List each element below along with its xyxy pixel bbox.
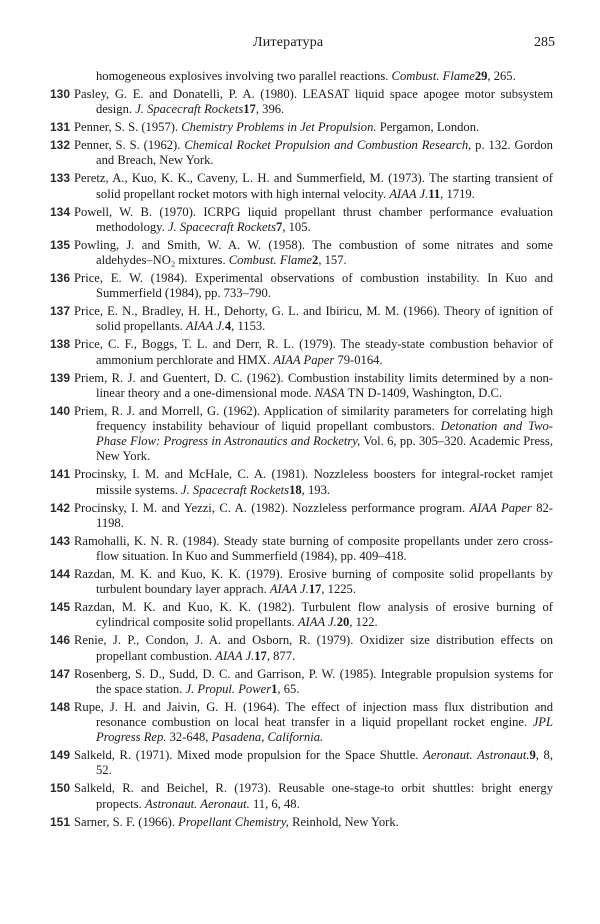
reference-after: 82-1198. xyxy=(96,500,553,530)
reference-volume: 2 xyxy=(312,253,319,268)
reference-after: p. 132. Gordon and Breach, New York. xyxy=(96,138,553,168)
reference-number: 131 xyxy=(50,120,71,135)
reference-text xyxy=(74,815,553,830)
reference-after: , 877. xyxy=(266,648,296,663)
reference-journal: Propellant Chemistry, xyxy=(178,814,289,829)
reference-journal: AIAA J. xyxy=(297,615,337,630)
reference-text xyxy=(74,69,553,84)
reference-volume: 20 xyxy=(336,615,350,630)
reference-journal: J. Propul. Power xyxy=(185,681,272,696)
reference-text xyxy=(74,238,553,268)
reference-journal: NASA xyxy=(314,385,345,400)
reference-number: 145 xyxy=(50,600,71,615)
reference-text xyxy=(74,567,553,597)
reference-text xyxy=(74,87,553,117)
reference-text xyxy=(74,371,553,401)
reference-after: 32-648, xyxy=(166,730,212,745)
reference-volume: 18 xyxy=(289,482,302,497)
reference-entry xyxy=(50,404,553,465)
reference-entry xyxy=(50,700,553,746)
reference-journal: Chemistry Problems in Jet Propulsion. xyxy=(181,120,377,135)
reference-before: Price, E. N., Bradley, H. H., Dehorty, G. L. and Ibiricu, M. M. (1966). Theory of ignition of solid propellants. xyxy=(74,304,553,334)
reference-journal: Aeronaut. Astronaut. xyxy=(423,748,530,763)
reference-after: , 8, 52. xyxy=(96,748,553,778)
reference-before: Penner, S. S. (1962). xyxy=(74,138,185,153)
running-title: Литература xyxy=(253,35,324,50)
reference-journal: Astronaut. Aeronaut. xyxy=(144,796,250,811)
reference-entry xyxy=(50,271,553,301)
reference-volume: 9 xyxy=(529,748,536,763)
reference-before: Razdan, M. K. and Kuo, K. K. (1982). Turbulent flow analysis of erosive burning of cylindrical composite solid propellants. xyxy=(74,600,553,630)
reference-before: Procinsky, I. M. and Yezzi, C. A. (1982). Nozzleless performance program. xyxy=(74,500,470,515)
reference-journal: AIAA J. xyxy=(215,648,255,663)
reference-journal2: Pasadena, California. xyxy=(211,730,324,745)
reference-number: 147 xyxy=(50,666,71,681)
reference-volume: 17 xyxy=(243,102,256,117)
reference-entry xyxy=(50,87,553,117)
reference-text xyxy=(74,404,553,465)
reference-number: 140 xyxy=(50,403,71,418)
reference-entry xyxy=(50,467,553,497)
reference-volume: 1 xyxy=(271,681,278,696)
reference-journal: J. Spacecraft Rockets xyxy=(167,219,277,234)
reference-before: Price, E. W. (1984). Experimental observations of combustion instability. In Kuo and Summerfield (1984), pp. 733–790. xyxy=(74,271,553,301)
reference-journal: AIAA J. xyxy=(389,186,429,201)
reference-after: , 105. xyxy=(282,219,311,234)
reference-text xyxy=(74,467,553,497)
reference-after: , 65. xyxy=(277,681,300,696)
reference-text xyxy=(74,633,553,663)
reference-before: Salkeld, R. and Beichel, R. (1973). Reusable one-stage-to orbit shuttles: bright energy propects. xyxy=(74,781,553,811)
reference-journal: AIAA Paper xyxy=(273,352,335,367)
reference-volume: 11 xyxy=(428,186,441,201)
reference-entry xyxy=(50,171,553,201)
reference-text xyxy=(74,781,553,811)
reference-after: Vol. 6, pp. 305–320. Academic Press, New York. xyxy=(96,434,553,464)
reference-before: Sarner, S. F. (1966). xyxy=(74,814,179,829)
reference-number: 150 xyxy=(50,781,71,796)
reference-number: 151 xyxy=(50,814,71,829)
reference-before: Rupe, J. H. and Jaivin, G. H. (1964). The effect of injection mass flux distribution and resonance combustion on local heat transfer in a liquid propellant rocket engine. xyxy=(74,699,553,730)
reference-number: 134 xyxy=(50,204,71,219)
reference-before: Salkeld, R. (1971). Mixed mode propulsion for the Space Shuttle. xyxy=(74,748,424,763)
reference-number: 139 xyxy=(50,370,71,385)
reference-volume: 7 xyxy=(276,219,283,234)
reference-before: Rosenberg, S. D., Sudd, D. C. and Garrison, P. W. (1985). Integrable propulsion systems for the space station. xyxy=(74,666,553,696)
reference-entry xyxy=(50,205,553,235)
reference-entry xyxy=(50,371,553,401)
reference-before: Penner, S. S. (1957). xyxy=(74,120,182,135)
reference-entry xyxy=(50,120,553,135)
reference-before: Pasley, G. E. and Donatelli, P. A. (1980). LEASAT liquid space apogee motor subsystem design. xyxy=(74,87,553,117)
reference-text xyxy=(74,501,553,531)
reference-before: Priem, R. J. and Guentert, D. C. (1962). Combustion instability limits determined by a non-linear theory and a one-dimensional mode. xyxy=(74,370,553,400)
reference-entry xyxy=(50,667,553,697)
reference-before: Powell, W. B. (1970). ICRPG liquid propellant thrust chamber performance evaluation methodology. xyxy=(74,204,553,234)
reference-before: Ramohalli, K. N. R. (1984). Steady state burning of composite propellants under zero cross-flow situation. In Kuo and Summerfield (1984), pp. 409–418. xyxy=(74,533,553,564)
reference-after: 11, 6, 48. xyxy=(249,796,300,811)
reference-list xyxy=(50,69,553,833)
reference-after: Pergamon, London. xyxy=(376,120,480,135)
reference-entry xyxy=(50,748,553,778)
reference-text xyxy=(74,138,553,168)
reference-volume: 29 xyxy=(474,69,488,83)
reference-journal: AIAA J. xyxy=(269,582,309,597)
reference-entry xyxy=(50,781,553,811)
reference-after: , 1153. xyxy=(231,319,266,334)
reference-journal: Detonation and Two-Phase Flow: Progress in Astronautics and Rocketry, xyxy=(96,419,553,449)
reference-before: Procinsky, I. M. and McHale, C. A. (1981). Nozzleless boosters for integral-rocket ramjet missile systems. xyxy=(74,467,553,497)
reference-entry xyxy=(50,501,553,531)
reference-entry xyxy=(50,238,553,268)
reference-after: TN D-1409, Washington, D.C. xyxy=(344,385,503,400)
reference-number: 146 xyxy=(50,633,71,648)
reference-entry xyxy=(50,534,553,564)
reference-journal: AIAA Paper xyxy=(469,500,532,515)
reference-after: , 193. xyxy=(301,482,331,497)
reference-before: Razdan, M. K. and Kuo, K. K. (1979). Erosive burning of composite solid propellants by turbulent boundary layer apprach. xyxy=(74,567,553,597)
reference-after: , 265. xyxy=(487,69,516,83)
reference-entry xyxy=(50,304,553,334)
reference-before: Renie, J. P., Condon, J. A. and Osborn, R. (1979). Oxidizer size distribution effects on propellant combustion. xyxy=(74,633,553,663)
reference-entry xyxy=(50,815,553,830)
reference-number: 142 xyxy=(50,500,71,515)
reference-volume: 17 xyxy=(308,582,322,597)
reference-number: 137 xyxy=(50,304,71,319)
reference-text xyxy=(74,171,553,201)
reference-journal: J. Spacecraft Rockets xyxy=(135,102,244,117)
reference-after: , 157. xyxy=(318,253,347,268)
reference-text xyxy=(74,600,553,630)
reference-after: 79-0164. xyxy=(334,352,383,367)
reference-number: 130 xyxy=(50,87,71,101)
reference-before: Priem, R. J. and Morrell, G. (1962). Application of similarity parameters for correlating high frequency instability behaviour of liquid propellant combustors. xyxy=(74,403,553,434)
reference-entry xyxy=(50,600,553,630)
reference-number: 143 xyxy=(50,533,71,548)
reference-after: , 1225. xyxy=(321,582,356,597)
reference-volume: 4 xyxy=(224,319,232,334)
reference-entry xyxy=(50,633,553,663)
reference-number: 149 xyxy=(50,748,71,763)
reference-text xyxy=(74,120,553,135)
reference-after: Reinhold, New York. xyxy=(288,814,399,829)
reference-after: , 1719. xyxy=(440,186,475,201)
reference-number: 132 xyxy=(50,138,71,153)
reference-before: homogeneous explosives involving two parallel reactions. xyxy=(96,69,392,83)
reference-number: 141 xyxy=(50,467,71,482)
reference-number: 135 xyxy=(50,237,71,252)
reference-journal: AIAA J. xyxy=(185,319,225,334)
reference-text xyxy=(74,271,553,301)
reference-text xyxy=(74,534,553,564)
reference-number: 144 xyxy=(50,567,71,582)
reference-number: 136 xyxy=(50,271,71,286)
reference-entry xyxy=(50,138,553,168)
reference-number: 148 xyxy=(50,699,71,714)
reference-journal: Chemical Rocket Propulsion and Combustion Research, xyxy=(184,138,472,153)
reference-number: 133 xyxy=(50,171,71,186)
reference-journal: Combust. Flame xyxy=(228,253,313,268)
reference-text xyxy=(74,337,553,367)
reference-journal: J. Spacecraft Rockets xyxy=(181,482,290,497)
page-number: 285 xyxy=(534,35,555,50)
reference-after: , 122. xyxy=(349,615,378,630)
reference-text xyxy=(74,205,553,235)
reference-entry xyxy=(50,567,553,597)
reference-text xyxy=(74,667,553,697)
reference-after: , 396. xyxy=(255,102,285,117)
reference-text xyxy=(74,700,553,746)
reference-volume: 17 xyxy=(254,648,267,663)
reference-journal: Combust. Flame xyxy=(391,69,475,83)
reference-entry xyxy=(50,337,553,367)
reference-journal: JPL Progress Rep. xyxy=(96,715,553,745)
reference-before: Price, C. F., Boggs, T. L. and Derr, R. L. (1979). The steady-state combustion behavior of ammonium perchlorate and HMX. xyxy=(74,337,553,367)
reference-before: Powling, J. and Smith, W. A. W. (1958). The combustion of some nitrates and some aldehydes–NO₂ mixtures. xyxy=(74,237,553,268)
reference-before: Peretz, A., Kuo, K. K., Caveny, L. H. and Summerfield, M. (1973). The starting transient of solid propellant rocket motors with high internal velocity. xyxy=(74,171,553,201)
reference-text xyxy=(74,748,553,778)
reference-number: 138 xyxy=(50,337,71,352)
reference-text xyxy=(74,304,553,334)
reference-entry xyxy=(50,69,553,84)
